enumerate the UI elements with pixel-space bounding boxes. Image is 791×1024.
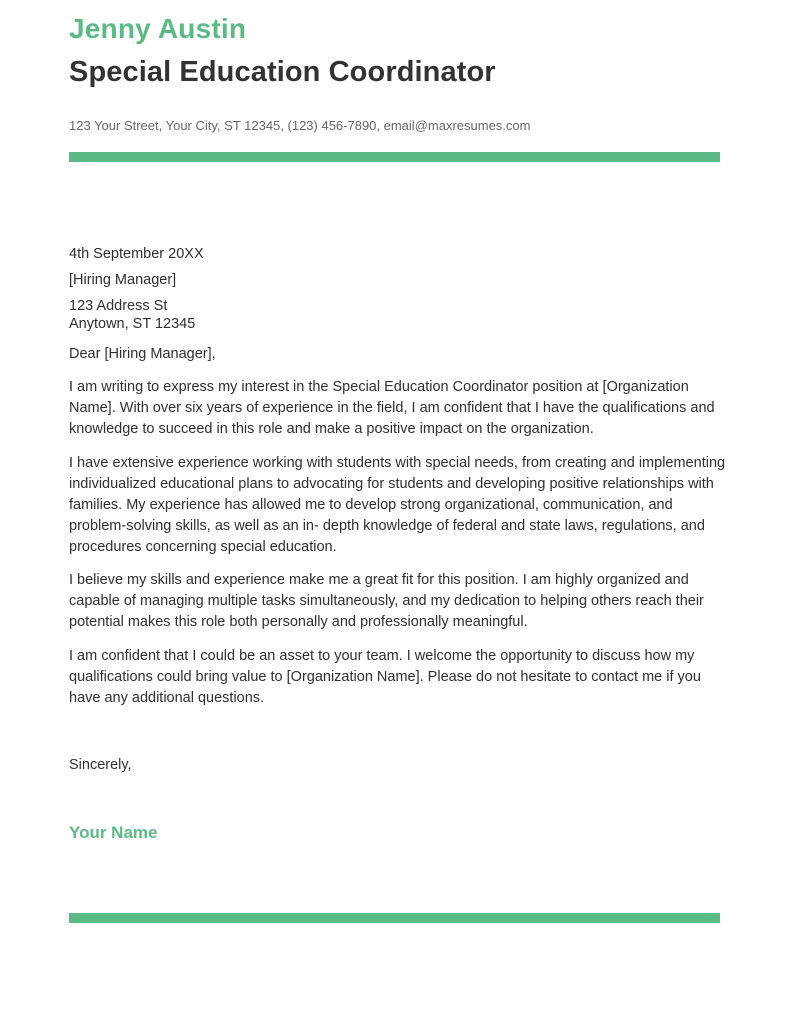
salutation: Dear [Hiring Manager],: [69, 346, 216, 362]
letter-date: 4th September 20XX: [69, 246, 204, 262]
recipient-name: [Hiring Manager]: [69, 272, 177, 288]
body-paragraph: I have extensive experience working with students with special needs, from creating and implementing individualized educational plans to advocating for students and developing positive relationships with families. My experience has allowed me to develop strong organizational, communication, and problem-solving skills, as well as an in- depth knowledge of federal and state laws, regulations, and procedures concerning special education.: [69, 455, 726, 555]
body-paragraph: I believe my skills and experience make me a great fit for this position. I am highly organized and capable of managing multiple tasks simultaneously, and my dedication to helping others reach their potential makes this role both personally and professionally meaningful.: [69, 572, 704, 630]
job-title: Special Education Coordinator: [69, 56, 496, 88]
body-paragraph: I am confident that I could be an asset to your team. I welcome the opportunity to discuss how my qualifications could bring value to [Organization Name]. Please do not hesitate to contact me if you have any additional questions.: [69, 648, 701, 706]
closing: Sincerely,: [69, 757, 132, 773]
recipient-address-line1: 123 Address St: [69, 298, 168, 314]
signature-name: Your Name: [69, 823, 158, 842]
contact-info: 123 Your Street, Your City, ST 12345, (123) 456-7890, email@maxresumes.com: [69, 118, 531, 133]
recipient-address-line2: Anytown, ST 12345: [69, 316, 196, 332]
footer-divider: [69, 913, 720, 923]
body-paragraph: I am writing to express my interest in the Special Education Coordinator position at [Organization Name]. With over six years of experience in the field, I am confident that I have the qualifications and knowledge to succeed in this role and make a positive impact on the organization.: [69, 379, 715, 437]
applicant-name: Jenny Austin: [69, 13, 247, 44]
header-divider: [69, 152, 720, 162]
